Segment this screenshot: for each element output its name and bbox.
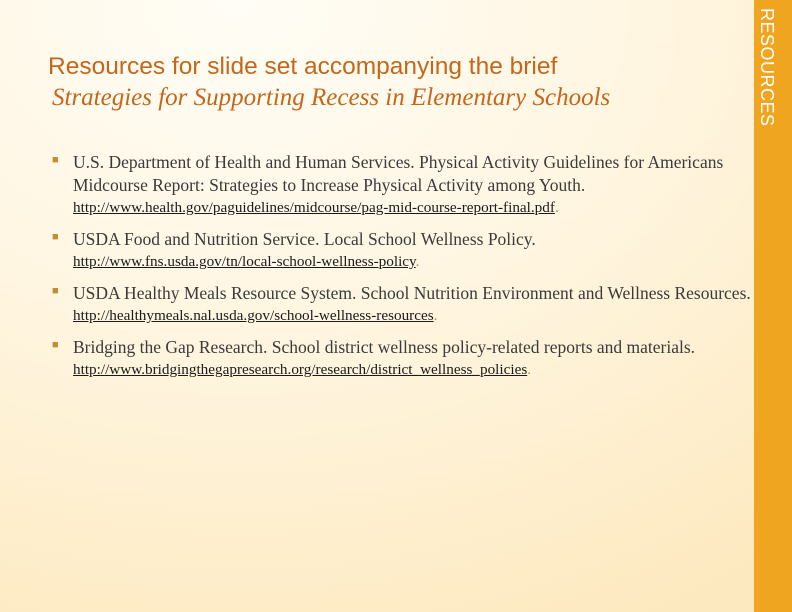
- reference-text: USDA Healthy Meals Resource System. School Nutrition Environment and Wellness Resources.: [73, 283, 751, 303]
- square-bullet-icon: ■: [52, 339, 59, 351]
- slide-title: [48, 52, 738, 114]
- reference-link[interactable]: http://www.fns.usda.gov/tn/local-school-wellness-policy: [73, 253, 416, 270]
- reference-link-row: http://www.fns.usda.gov/tn/local-school-wellness-policy.: [73, 253, 420, 270]
- reference-list: [52, 151, 752, 390]
- reference-link[interactable]: http://www.bridgingthegapresearch.org/research/district_wellness_policies: [73, 361, 528, 378]
- reference-link[interactable]: http://healthymeals.nal.usda.gov/school-wellness-resources: [73, 307, 434, 324]
- reference-item: [52, 282, 752, 326]
- reference-text: Bridging the Gap Research. School district wellness policy-related reports and materials.: [73, 337, 696, 357]
- reference-link-row: http://www.bridgingthegapresearch.org/research/district_wellness_policies.: [73, 361, 532, 378]
- reference-item: [52, 228, 752, 272]
- side-accent-bar: [754, 0, 792, 612]
- title-line-1: Resources for slide set accompanying the brief: [48, 53, 558, 80]
- square-bullet-icon: ■: [52, 285, 59, 297]
- reference-link-row: http://healthymeals.nal.usda.gov/school-wellness-resources.: [73, 307, 438, 324]
- reference-text: U.S. Department of Health and Human Services. Physical Activity Guidelines for Americans Midcourse Report: Strategies to Increase Physical Activity among Youth.: [73, 152, 724, 195]
- reference-text: USDA Food and Nutrition Service. Local School Wellness Policy.: [73, 229, 536, 249]
- reference-item: [52, 336, 752, 380]
- square-bullet-icon: ■: [52, 231, 59, 243]
- reference-item: [52, 151, 752, 218]
- title-line-2-brief-name: Strategies for Supporting Recess in Elementary Schools: [52, 84, 611, 111]
- reference-link-row: http://www.health.gov/paguidelines/midcourse/pag-mid-course-report-final.pdf.: [73, 199, 559, 216]
- section-label: RESOURCES: [757, 8, 777, 127]
- reference-link[interactable]: http://www.health.gov/paguidelines/midcourse/pag-mid-course-report-final.pdf: [73, 199, 555, 216]
- square-bullet-icon: ■: [52, 154, 59, 166]
